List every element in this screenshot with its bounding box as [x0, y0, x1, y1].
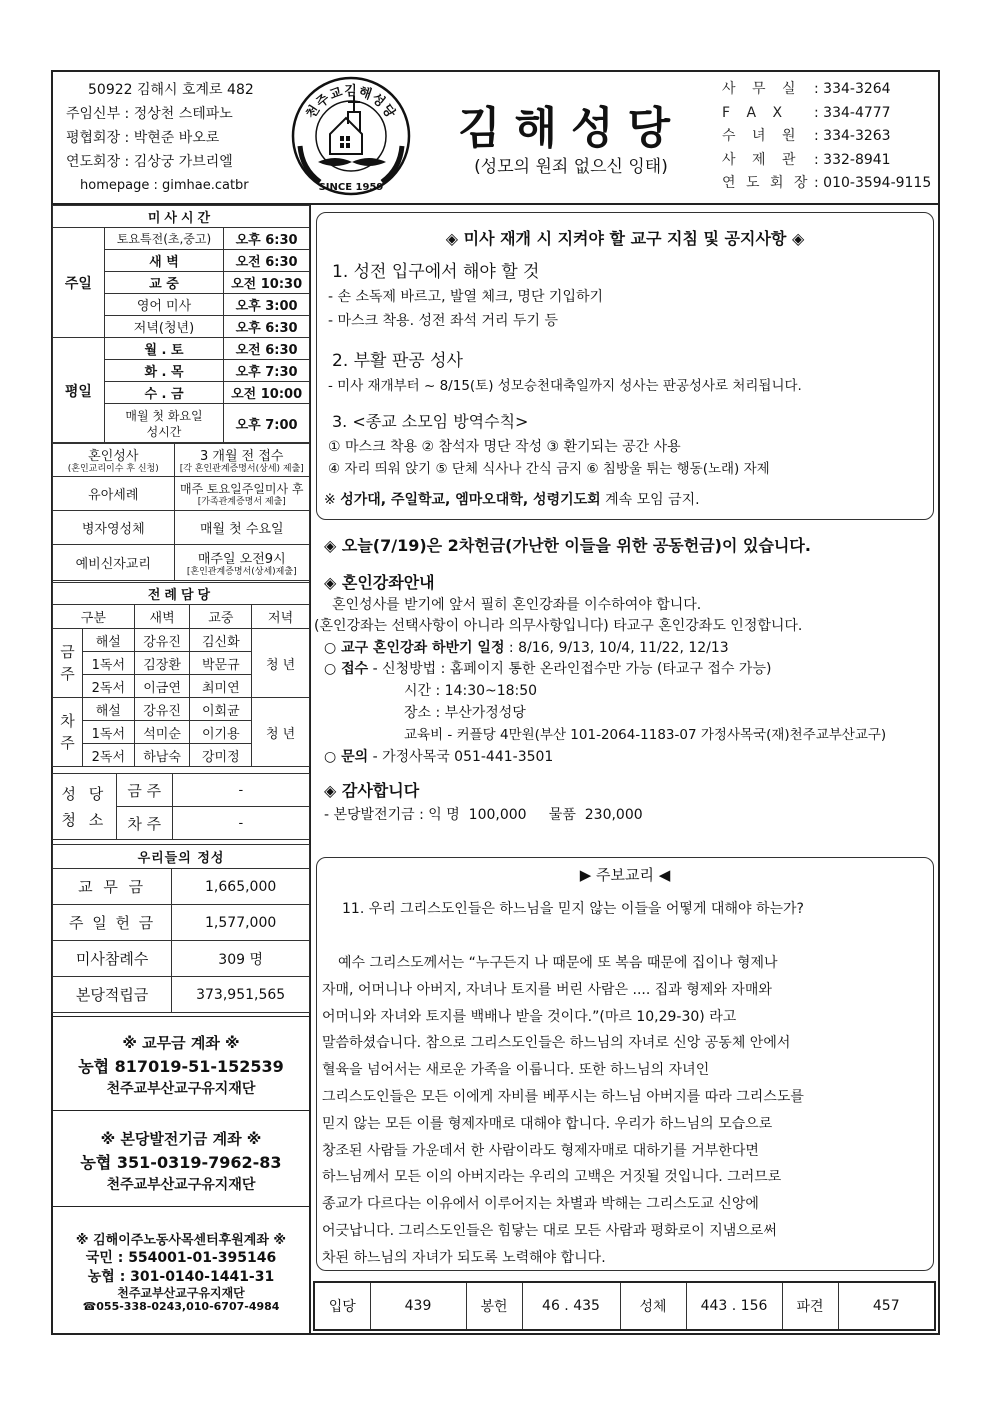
contact-office: 사 무 실 : 334-3264	[722, 81, 891, 97]
dev-account-owner: 천주교부산교구유지재단	[106, 1177, 256, 1193]
parish-title: 김해성당	[457, 103, 684, 154]
gyomu-account-title: ※ 교무금 계좌 ※	[122, 1034, 240, 1052]
yeondo-president: 연도회장 : 김상궁 가브리엘	[66, 154, 233, 170]
today-notice: ◈ 오늘(7/19)은 2차헌금(가난한 이들을 위한 공동헌금)이 있습니다.	[324, 536, 811, 555]
notice-s3-warning: ※ 성가대, 주일학교, 엠마오대학, 성령기도회 계속 모임 금지.	[324, 492, 700, 508]
contact-fax: F A X : 334-4777	[722, 104, 891, 121]
contact-convent: 수 녀 원 : 334-3263	[722, 128, 891, 144]
mass-times-table: 미사시간 주일 토요특전(초,중고) 오후 6:30 새 벽 오전 6:30 교 중 오전 10:30 영어 미사 오후 3:00 저녁(청년) 오후 6:30 평일 월 . 토 오전 6:30 화 . 목 오후 7:30 수 . 금 오전 10:00 매월 첫 화요일 성시간 오후 7:00	[52, 205, 310, 444]
sacrament-marriage: 혼인성사 (혼인교리이수 후 신청)	[53, 443, 175, 477]
address: 50922 김해시 호계로 482	[88, 82, 254, 98]
contact-rectory: 사 제 관 : 332-8941	[722, 151, 891, 168]
sacraments-table: 혼인성사 (혼인교리이수 후 신청) 3 개월 전 접수 [각 혼인관계증명서(상세) 제출] 유아세례 매주 토요일주일미사 후 [가족관계증명서 제출] 병자영성체 매월 첫 수요일 예비신자교리 매주일 오전9시 [혼인관계증명서(상세)제출]	[52, 442, 310, 581]
pastor: 주임신부 : 정상천 스테파노	[66, 106, 233, 122]
notice-s2-title: 2. 부활 판공 성사	[332, 351, 463, 371]
contact-list	[722, 78, 932, 196]
offering-table: 우리들의 정성 교 무 금 1,665,000 주 일 헌 금 1,577,000 미사참례수 309 명 본당적립금 373,951,565	[52, 844, 310, 1013]
labor-account-nh: 농협 : 301-0140-1441-31	[87, 1269, 275, 1285]
sacrament-sick: 병자영성체	[53, 511, 175, 545]
gyomu-account-number: 농협 817019-51-152539	[78, 1057, 284, 1076]
thanks-title: ◈ 감사합니다	[324, 781, 420, 800]
parish-info	[66, 78, 286, 198]
council-president: 평협회장 : 박현준 바오로	[66, 130, 220, 146]
notice-s3-title: 3. <종교 소모임 방역수칙>	[332, 412, 529, 431]
liturgy-table: 전례담당 구분 새벽 교중 저녁 금주 해설 강유진 김신화 청 년 1독서 김장환 박문규 2독서 이금연 최미연 차주 해설 강유진 이회균 청 년 1독서 석미순 이기용 2독서 하남숙 강미정	[52, 582, 310, 767]
dev-account-number: 농협 351-0319-7962-83	[80, 1153, 282, 1172]
catechism-question: 11. 우리 그리스도인들은 하느님을 믿지 않는 이들을 어떻게 대해야 하는가?	[342, 901, 804, 917]
labor-phone: ☎055-338-0243,010-6707-4984	[82, 1300, 280, 1313]
catechism-title: ▶ 주보교리 ◀	[579, 866, 671, 884]
attendance-stats: 입당 439 봉헌 46 . 435 성체 443 . 156 파견 457	[313, 1281, 936, 1331]
marriage-inquiry: ○ 문의 - 가정사목국 051-441-3501	[324, 749, 554, 765]
parish-subtitle: (성모의 원죄 없으신 잉태)	[474, 157, 668, 177]
gyomu-account-owner: 천주교부산교구유지재단	[106, 1081, 256, 1097]
contact-yeondo: 연 도 회 장 : 010-3594-9115	[722, 175, 932, 191]
notice-s1-title: 1. 성전 입구에서 해야 할 것	[332, 262, 540, 282]
mass-times-title: 미사시간	[53, 206, 310, 228]
cleaning-table: 성 당 청 소 금 주 - 차 주 -	[52, 773, 310, 840]
sacrament-catechumen: 예비신자교리	[53, 545, 175, 581]
homepage: homepage : gimhae.catbr	[80, 178, 249, 193]
labor-account-title: ※ 김해이주노동사목센터후원계좌 ※	[75, 1233, 287, 1248]
sunday-label: 주일	[53, 228, 105, 338]
seal-text-bottom: SINCE 1959	[318, 182, 384, 193]
dev-account-title: ※ 본당발전기금 계좌 ※	[100, 1130, 262, 1148]
cleaning-label: 성 당 청 소	[53, 774, 117, 840]
sacrament-baptism: 유아세례	[53, 477, 175, 511]
labor-account-owner: 천주교부산교구유지재단	[117, 1286, 245, 1300]
marriage-schedule: ○ 교구 혼인강좌 하반기 일정 : 8/16, 9/13, 10/4, 11/22, 12/13	[324, 640, 729, 656]
offering-title: 우리들의 정성	[53, 845, 310, 869]
weekday-label: 평일	[53, 338, 105, 444]
marriage-apply: ○ 접수 - 신청방법 : 홈페이지 통한 온라인접수만 가능 (타교구 접수 가능)	[324, 661, 772, 677]
labor-account-kb: 국민 : 554001-01-395146	[85, 1250, 277, 1266]
next-week-label: 차주	[53, 698, 83, 767]
parish-seal-icon	[290, 74, 412, 200]
notice-title: ◈ 미사 재개 시 지켜야 할 교구 지침 및 공지사항 ◈	[445, 229, 805, 248]
this-week-label: 금주	[53, 629, 83, 698]
liturgy-title: 전례담당	[53, 583, 310, 605]
seal-text-top: 천주교김해성당	[303, 84, 399, 122]
marriage-title: ◈ 혼인강좌안내	[324, 573, 435, 592]
catechism-body: 예수 그리스도께서는 “누구든지 나 때문에 또 복음 때문에 집이나 형제나 자매, 어머니나 아버지, 자녀나 토지를 버린 사람은 .... 집과 형제와 자매와 어머니와 자녀와 토지를 백배나 받을 것이다.”(마르 10,29-30) 라고 말씀하셨습니다. 참으로 그리스도인들은 하느님의 자녀로 신앙 공동체 안에서 혈육을 넘어서는 새로운 가족을 이룹니다. 또한 하느님의 자녀인 그리스도인들은 모든 이에게 자비를 베푸시는 하느님 아버지를 따라 그리스도를 믿지 않는 모든 이를 형제자매로 대해야 합니다. 우리가 하느님의 모습으로 창조된 사람들 가운데서 한 사람이라도 형제자매로 대하기를 거부한다면 하느님께서 모든 이의 아버지라는 우리의 고백은 거짓될 것입니다. 그러므로 종교가 다르다는 이유에서 이루어지는 차별과 박해는 그리스도교 신앙에 어긋납니다. 그리스도인들은 힘닿는 대로 모든 사람과 평화로이 지냄으로써 차된 하느님의 자녀가 되도록 노력해야 합니다.	[322, 955, 804, 1266]
